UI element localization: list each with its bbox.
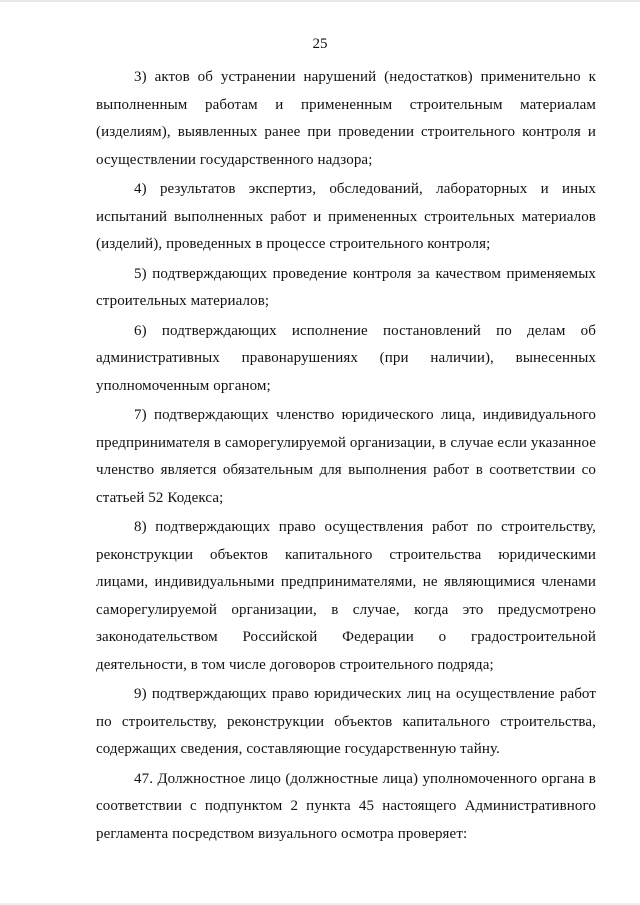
paragraph-clause-47: 47. Должностное лицо (должностные лица) уполномоченного органа в соответствии с подпунктом 2 пункта 45 настоящего Административного регламента посредством визуального осмотра проверяет: bbox=[96, 770, 596, 842]
paragraph-item-3: 3) актов об устранении нарушений (недостатков) применительно к выполненным работам и примененным строительным материалам (изделиям), выявленных ранее при проведении строительного контроля и осуществлении государственного надзора; bbox=[96, 69, 596, 168]
paragraph-item-4: 4) результатов экспертиз, обследований, лабораторных и иных испытаний выполненных работ и примененных строительных материалов (изделий), проведенных в процессе строительного контроля; bbox=[96, 181, 596, 252]
paragraph-item-7: 7) подтверждающих членство юридического лица, индивидуального предпринимателя в саморегулируемой организации, в случае если указанное членство является обязательным для выполнения работ в соответствии со статьей 52 Кодекса; bbox=[96, 407, 596, 506]
scan-edge-top bbox=[0, 0, 640, 2]
page-number: 25 bbox=[312, 36, 328, 52]
paragraph-item-6: 6) подтверждающих исполнение постановлений по делам об административных правонарушениях (при наличии), вынесенных уполномоченным органом; bbox=[96, 322, 596, 394]
paragraph-item-9: 9) подтверждающих право юридических лиц на осуществление работ по строительству, реконструкции объектов капитального строительства, содержащих сведения, составляющие государственную тайну. bbox=[96, 686, 596, 757]
paragraph-item-5: 5) подтверждающих проведение контроля за качеством применяемых строительных материалов; bbox=[96, 265, 596, 309]
document-body bbox=[96, 64, 596, 848]
paragraph-item-8: 8) подтверждающих право осуществления работ по строительству, реконструкции объектов капитального строительства юридическими лицами, индивидуальными предпринимателями, не являющимися членами саморегулируемой организации, в случае, когда это предусмотрено законодательством Российской Федерации о градостроительной деятельности, в том числе договоров строительного подряда; bbox=[96, 519, 596, 673]
